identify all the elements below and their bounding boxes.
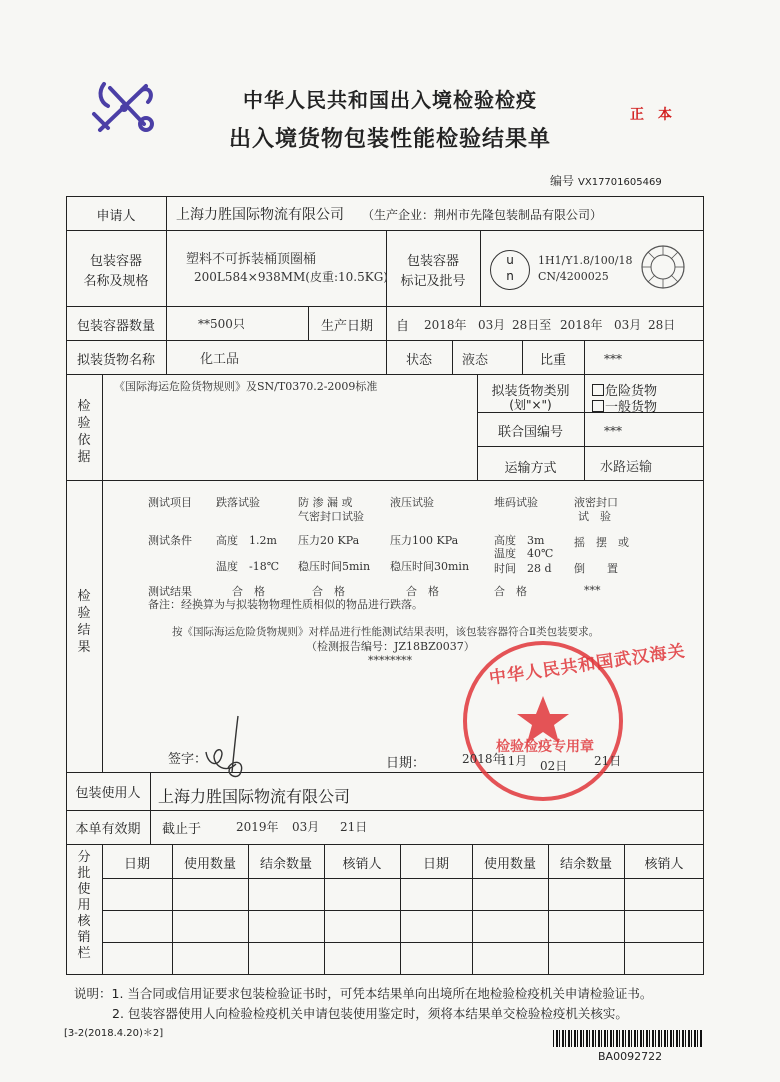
- copy-mark: 正本: [630, 107, 686, 123]
- drop-temperature: 温度 -18℃: [216, 560, 280, 573]
- batch-label: 分批使用核销栏: [77, 850, 91, 961]
- general-label: 一般货物: [605, 400, 658, 415]
- drop-height: 高度 1.2m: [216, 534, 277, 547]
- category-option-general[interactable]: [592, 396, 657, 415]
- grid-line: [66, 230, 704, 231]
- conclusion-text: 按《国际海运危险货物规则》对样品进行性能测试结果表明，该包装容器符合Ⅱ类包装要求。: [172, 626, 600, 638]
- grid-line: [66, 196, 704, 197]
- stack-height: 高度 3m: [494, 534, 545, 547]
- basis-label: 检验依据: [77, 399, 91, 465]
- test-drop: 跌落试验: [216, 496, 260, 509]
- basis-text: 《国际海运危险货物规则》及SN/T0370.2-2009标准: [114, 380, 378, 393]
- test-hydro: 液压试验: [390, 496, 434, 509]
- transport-value: 水路运输: [600, 460, 653, 475]
- batch-col-verifier-1: 核销人: [342, 857, 382, 872]
- container-label-line2: 名称及规格: [83, 274, 149, 289]
- batch-col-used-1: 使用数量: [183, 857, 236, 872]
- report-number: （检测报告编号：JZ18BZ0037）: [306, 640, 475, 653]
- grid-line: [102, 374, 103, 772]
- validity-month: 03月: [292, 820, 320, 834]
- drop-result: 合 格: [232, 585, 265, 598]
- test-seal-line1: 防 渗 漏 或: [298, 496, 353, 509]
- hydro-result: 合 格: [406, 585, 439, 598]
- hydro-time: 稳压时间30min: [390, 560, 470, 573]
- wrap-result: ***: [584, 584, 601, 597]
- note-line-2: 2. 包装容器使用人向检验检疫机关申请包装使用鉴定时，须将本结果单交检验检疫机关核实。: [112, 1006, 628, 1021]
- grid-line: [584, 374, 585, 480]
- test-wrap-line2: 试 验: [578, 510, 611, 523]
- manufacturer-value: （生产企业：荆州市先隆包装制品有限公司）: [362, 208, 603, 222]
- grid-line: [66, 340, 704, 341]
- grid-line: [102, 878, 704, 879]
- grid-line: [477, 446, 704, 447]
- mark-label-line2: 标记及批号: [400, 274, 466, 289]
- validity-label: 本单有效期: [75, 822, 141, 837]
- goods-value: 化工品: [200, 352, 240, 367]
- test-seal-line2: 气密封口试验: [298, 510, 364, 523]
- header-title-authority: 中华人民共和国出入境检验检疫: [243, 88, 537, 112]
- seal-result: 合 格: [312, 585, 345, 598]
- batch-col-verifier-2: 核销人: [644, 857, 684, 872]
- stack-temperature: 温度 40℃: [494, 547, 554, 560]
- dangerous-label: 危险货物: [605, 384, 658, 399]
- state-label: 状态: [405, 353, 432, 368]
- quantity-label: 包装容器数量: [76, 319, 155, 334]
- mark-value-line1: 1H1/Y1.8/100/18: [538, 254, 633, 267]
- production-start-year: 2018年: [424, 318, 467, 332]
- un-symbol-u: u: [506, 253, 514, 267]
- user-label: 包装使用人: [75, 786, 141, 801]
- mark-value-line2: CN/4200025: [538, 270, 609, 283]
- sign-month-mark: 11月: [500, 754, 528, 768]
- serial-value: VX17701605469: [578, 177, 662, 188]
- validity-prefix: 截止于: [162, 822, 202, 837]
- batch-col-used-2: 使用数量: [483, 857, 536, 872]
- container-label-line1: 包装容器: [89, 254, 142, 269]
- wrap-condition-1: 摇 摆 或: [574, 536, 629, 549]
- seal-time: 稳压时间5min: [298, 560, 371, 573]
- un-symbol-n: n: [506, 269, 514, 283]
- grid-line: [150, 772, 151, 844]
- grid-line: [452, 340, 453, 374]
- grid-line: [480, 230, 481, 306]
- header-title-document: 出入境货物包装性能检验结果单: [228, 127, 551, 152]
- production-end-year: 2018年: [560, 318, 603, 332]
- wrap-condition-2: 倒 置: [574, 562, 618, 575]
- un-number-value: ***: [604, 424, 622, 438]
- grid-line: [102, 942, 704, 943]
- seal-text-arc: 中华人民共和国武汉海关: [487, 641, 687, 689]
- test-item-label: 测试项目: [148, 496, 192, 509]
- production-start-day: 28日至: [512, 318, 552, 332]
- density-value: ***: [604, 352, 622, 366]
- test-wrap-line1: 液密封口: [574, 496, 618, 509]
- grid-line: [102, 910, 704, 911]
- date-label: 日期：: [386, 756, 426, 771]
- note-line-1: 说明：1. 当合同或信用证要求包装检验证书时，可凭本结果单向出境所在地检验检疫机关申请检验证书。: [74, 986, 653, 1001]
- category-label-line1: 拟装货物类别: [491, 384, 570, 399]
- test-condition-label: 测试条件: [148, 534, 192, 547]
- container-name-line1: 塑料不可拆装桶顶圈桶: [186, 252, 317, 267]
- form-code: [3-2(2018.4.20)＊2]: [64, 1028, 164, 1039]
- serial-label: 编号: [550, 174, 575, 188]
- production-from-label: 自: [396, 319, 410, 334]
- production-end-day: 28日: [648, 318, 676, 332]
- signature-label: 签字：: [168, 752, 208, 767]
- test-stack: 堆码试验: [494, 496, 538, 509]
- batch-col-balance-1: 结余数量: [259, 857, 312, 872]
- grid-line: [66, 306, 704, 307]
- production-end-month: 03月: [614, 318, 642, 332]
- production-start-month: 03月: [478, 318, 506, 332]
- handwritten-signature: [200, 712, 260, 782]
- grid-line: [584, 340, 585, 374]
- grid-line: [66, 480, 704, 481]
- user-value: 上海力胜国际物流有限公司: [158, 787, 351, 806]
- grid-line: [66, 974, 704, 975]
- grid-line: [66, 810, 704, 811]
- state-value: 液态: [462, 353, 489, 368]
- seal-pressure: 压力20 KPa: [298, 534, 360, 547]
- sign-day: 21日: [594, 754, 622, 768]
- test-result-label: 测试结果: [148, 585, 192, 598]
- sign-year: 2018年: [462, 752, 505, 766]
- un-number-label: 联合国编号: [497, 425, 563, 440]
- barcode: [553, 1030, 703, 1047]
- transport-label: 运输方式: [504, 461, 557, 476]
- sign-month: 02日: [540, 759, 568, 773]
- date-wheel-icon: [640, 244, 686, 290]
- quantity-value: **500只: [198, 317, 245, 331]
- mark-label-line1: 包装容器: [406, 254, 459, 269]
- grid-line: [66, 196, 67, 975]
- dangerous-checkbox[interactable]: [592, 384, 604, 396]
- batch-col-date-2: 日期: [422, 857, 449, 872]
- general-checkbox[interactable]: [592, 400, 604, 412]
- production-date-label: 生产日期: [320, 319, 373, 334]
- stack-result: 合 格: [494, 585, 527, 598]
- results-label: 检验结果: [77, 589, 91, 655]
- goods-label: 拟装货物名称: [76, 353, 155, 368]
- applicant-label: 申请人: [96, 209, 136, 224]
- container-name-line2: 200L584×938MM(皮重:10.5KG): [194, 270, 388, 284]
- grid-line: [166, 196, 167, 374]
- grid-line: [66, 374, 704, 375]
- remark-text: 备注：经换算为与拟装物物理性质相似的物品进行跌落。: [148, 598, 423, 611]
- validity-day: 21日: [340, 820, 368, 834]
- serial-number: [550, 172, 662, 189]
- barcode-number: BA0092722: [598, 1050, 663, 1063]
- validity-year: 2019年: [236, 820, 279, 834]
- category-label-line2: (划"×"): [509, 398, 552, 412]
- applicant-value: 上海力胜国际物流有限公司: [176, 207, 344, 223]
- grid-line: [386, 306, 387, 340]
- seal-text-bottom: 检验检疫专用章: [496, 739, 594, 755]
- stack-time: 时间 28 d: [494, 562, 552, 575]
- grid-line: [66, 844, 704, 845]
- batch-col-balance-2: 结余数量: [559, 857, 612, 872]
- density-label: 比重: [539, 353, 566, 368]
- stars-line: ********: [368, 654, 412, 667]
- batch-col-date-1: 日期: [123, 857, 150, 872]
- un-packaging-symbol: [490, 250, 530, 290]
- hydro-pressure: 压力100 KPa: [390, 534, 459, 547]
